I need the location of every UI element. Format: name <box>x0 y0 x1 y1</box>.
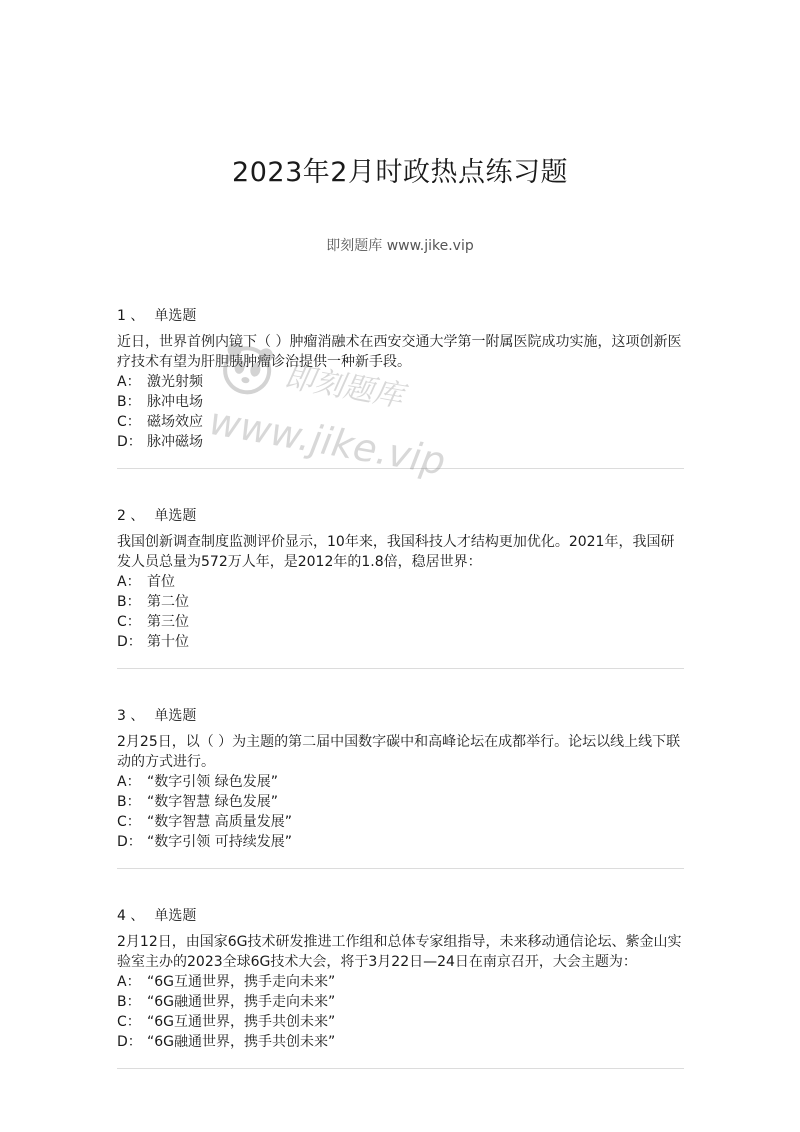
option-b[interactable] <box>117 592 687 612</box>
option-text: 首位 <box>147 574 175 590</box>
option-text: “数字引领 绿色发展” <box>147 774 278 790</box>
option-a[interactable] <box>117 372 687 392</box>
option-text: 脉冲电场 <box>147 394 203 410</box>
question-type: 单选题 <box>154 308 197 324</box>
question-type: 单选题 <box>154 508 197 524</box>
option-letter: B： <box>117 794 141 810</box>
option-b[interactable] <box>117 992 687 1012</box>
option-c[interactable] <box>117 412 687 432</box>
page-title: 2023年2月时政热点练习题 <box>232 157 568 188</box>
option-letter: B： <box>117 994 141 1010</box>
question-divider <box>117 468 684 469</box>
option-text: 磁场效应 <box>147 414 203 430</box>
option-text: “数字引领 可持续发展” <box>147 834 292 850</box>
watermark-text-url: www.jike.vip <box>206 398 449 484</box>
option-d[interactable] <box>117 432 687 452</box>
question-text: 2月25日，以（ ）为主题的第二届中国数字碳中和高峰论坛在成都举行。论坛以线上线下联动的方式进行。 <box>117 734 681 770</box>
option-text: “6G互通世界，携手走向未来” <box>147 974 336 990</box>
option-d[interactable] <box>117 632 687 652</box>
question-text: 2月12日，由国家6G技术研发推进工作组和总体专家组指导，未来移动通信论坛、紫金山实验室主办的2023全球6G技术大会，将于3月22日—24日在南京召开，大会主题为： <box>117 934 682 970</box>
option-letter: C： <box>117 614 141 630</box>
option-b[interactable] <box>117 392 687 412</box>
option-letter: C： <box>117 414 141 430</box>
question-number: 4 、 <box>117 908 145 924</box>
question-text: 近日，世界首例内镜下（ ）肿瘤消融术在西安交通大学第一附属医院成功实施，这项创新医疗技术有望为肝胆胰肿瘤诊治提供一种新手段。 <box>117 334 682 370</box>
option-text: 第三位 <box>147 614 189 630</box>
option-letter: D： <box>117 1034 142 1050</box>
option-text: 第十位 <box>147 634 189 650</box>
question-2 <box>117 506 687 652</box>
option-letter: B： <box>117 394 141 410</box>
option-b[interactable] <box>117 792 687 812</box>
option-letter: A： <box>117 374 141 390</box>
option-letter: D： <box>117 634 142 650</box>
option-letter: C： <box>117 1014 141 1030</box>
question-text: 我国创新调查制度监测评价显示，10年来，我国科技人才结构更加优化。2021年，我国研发人员总量为572万人年，是2012年的1.8倍，稳居世界： <box>117 534 675 570</box>
question-type: 单选题 <box>154 708 197 724</box>
question-1 <box>117 306 687 452</box>
option-d[interactable] <box>117 1032 687 1052</box>
question-header <box>117 906 687 926</box>
option-a[interactable] <box>117 972 687 992</box>
option-text: “数字智慧 高质量发展” <box>147 814 292 830</box>
option-c[interactable] <box>117 812 687 832</box>
question-number: 3 、 <box>117 708 145 724</box>
question-4 <box>117 906 687 1052</box>
option-text: “6G互通世界，携手共创未来” <box>147 1014 336 1030</box>
option-letter: A： <box>117 574 141 590</box>
option-letter: D： <box>117 434 142 450</box>
option-a[interactable] <box>117 572 687 592</box>
question-header <box>117 306 687 326</box>
question-divider <box>117 1068 684 1069</box>
option-text: 第二位 <box>147 594 189 610</box>
question-3 <box>117 706 687 852</box>
option-letter: D： <box>117 834 142 850</box>
option-letter: B： <box>117 594 141 610</box>
question-divider <box>117 868 684 869</box>
option-d[interactable] <box>117 832 687 852</box>
question-divider <box>117 668 684 669</box>
option-text: 脉冲磁场 <box>147 434 203 450</box>
option-text: 激光射频 <box>147 374 203 390</box>
question-header <box>117 506 687 526</box>
option-c[interactable] <box>117 1012 687 1032</box>
question-number: 1 、 <box>117 308 145 324</box>
option-letter: C： <box>117 814 141 830</box>
question-type: 单选题 <box>154 908 197 924</box>
question-number: 2 、 <box>117 508 145 524</box>
page-subtitle: 即刻题库 www.jike.vip <box>326 238 474 254</box>
watermark-text-cn: 即刻题库 <box>281 359 406 415</box>
option-text: “数字智慧 绿色发展” <box>147 794 278 810</box>
option-letter: A： <box>117 774 141 790</box>
option-text: “6G融通世界，携手走向未来” <box>147 994 336 1010</box>
option-a[interactable] <box>117 772 687 792</box>
option-letter: A： <box>117 974 141 990</box>
question-header <box>117 706 687 726</box>
option-text: “6G融通世界，携手共创未来” <box>147 1034 336 1050</box>
option-c[interactable] <box>117 612 687 632</box>
